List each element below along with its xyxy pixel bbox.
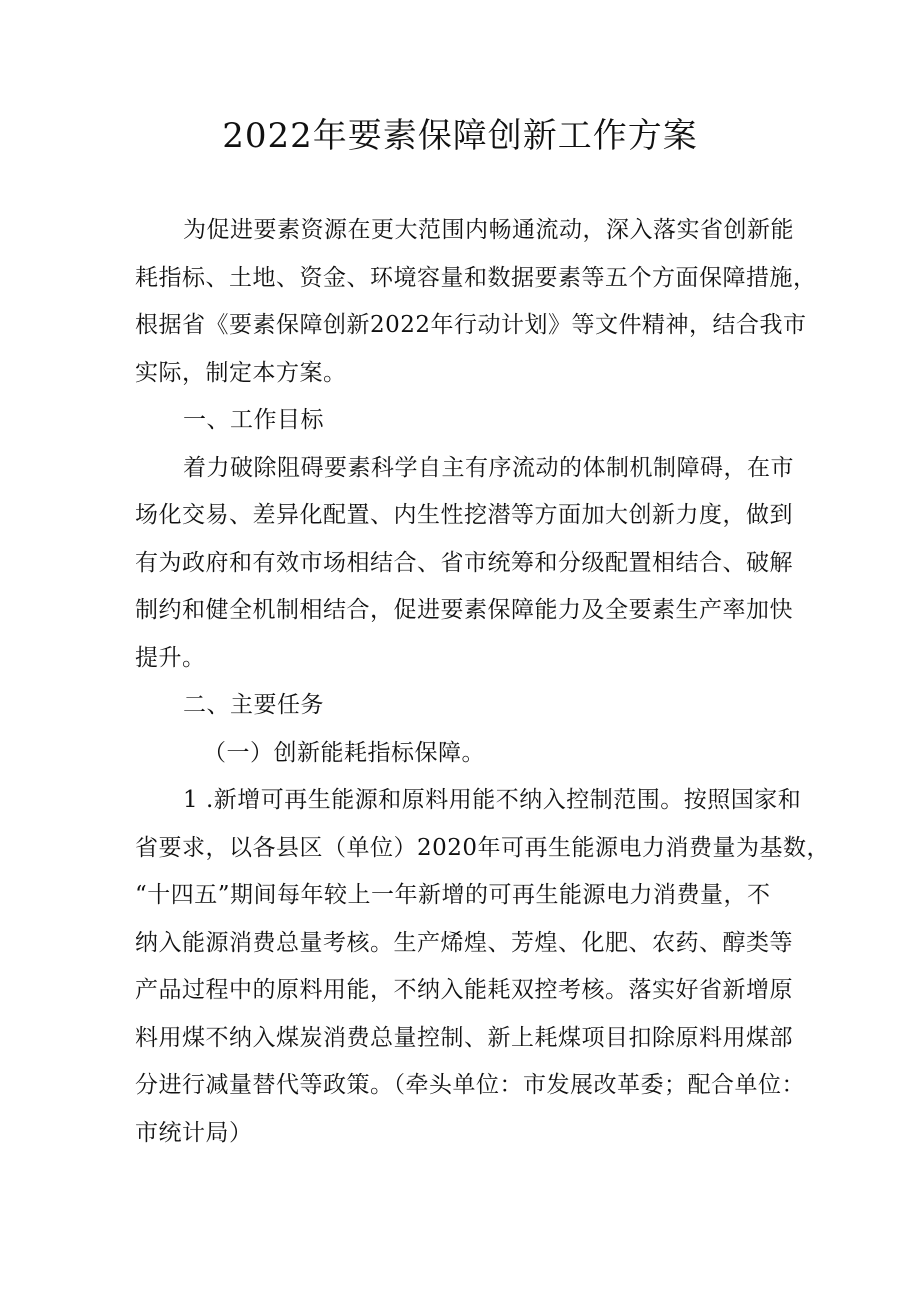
document-body — [135, 207, 831, 1157]
paragraph-line: 产品过程中的原料用能，不纳入能耗双控考核。落实好省新增原 — [135, 977, 793, 1003]
paragraph-line: 提升。 — [135, 644, 206, 671]
paragraph-line: 制约和健全机制相结合，促进要素保障能力及全要素生产率加快 — [135, 597, 793, 623]
paragraph-line: 场化交易、差异化配置、内生性挖潜等方面加大创新力度，做到 — [135, 502, 793, 528]
paragraph-line: 着力破除阻碍要素科学自主有序流动的体制机制障碍，在市 — [183, 454, 794, 481]
paragraph-line: 为促进要素资源在更大范围内畅通流动，深入落实省创新能 — [183, 217, 794, 243]
paragraph-line: 省要求，以各县区（单位）2020年可再生能源电力消费量为基数， — [135, 834, 831, 861]
paragraph-line: 分进行减量替代等政策。（牵头单位：市发展改革委；配合单位： — [135, 1072, 805, 1098]
paragraph-line: 耗指标、土地、资金、环境容量和数据要素等五个方面保障措施， — [135, 264, 817, 291]
paragraph-line: “十四五”期间每年较上一年新增的可再生能源电力消费量，不 — [135, 882, 771, 908]
document-title: 2022年要素保障创新工作方案 — [222, 116, 698, 156]
section-heading: 一、工作目标 — [183, 407, 324, 433]
paragraph-line: 1 .新增可再生能源和原料用能不纳入控制范围。按照国家和 — [183, 787, 802, 813]
paragraph-line: 实际，制定本方案。 — [135, 359, 347, 386]
section-heading: 二、主要任务 — [183, 692, 324, 718]
paragraph-line: 有为政府和有效市场相结合、省市统筹和分级配置相结合、破解 — [135, 549, 793, 576]
paragraph-line: 根据省《要素保障创新2022年行动计划》等文件精神，结合我市 — [135, 312, 807, 338]
paragraph-line: 市统计局） — [135, 1119, 253, 1146]
paragraph-line: 纳入能源消费总量考核。生产烯煌、芳煌、化肥、农药、醇类等 — [135, 929, 793, 956]
paragraph-line: 料用煤不纳入煤炭消费总量控制、新上耗煤项目扣除原料用煤部 — [135, 1024, 793, 1051]
subsection-heading: （一）创新能耗指标保障。 — [203, 739, 485, 766]
